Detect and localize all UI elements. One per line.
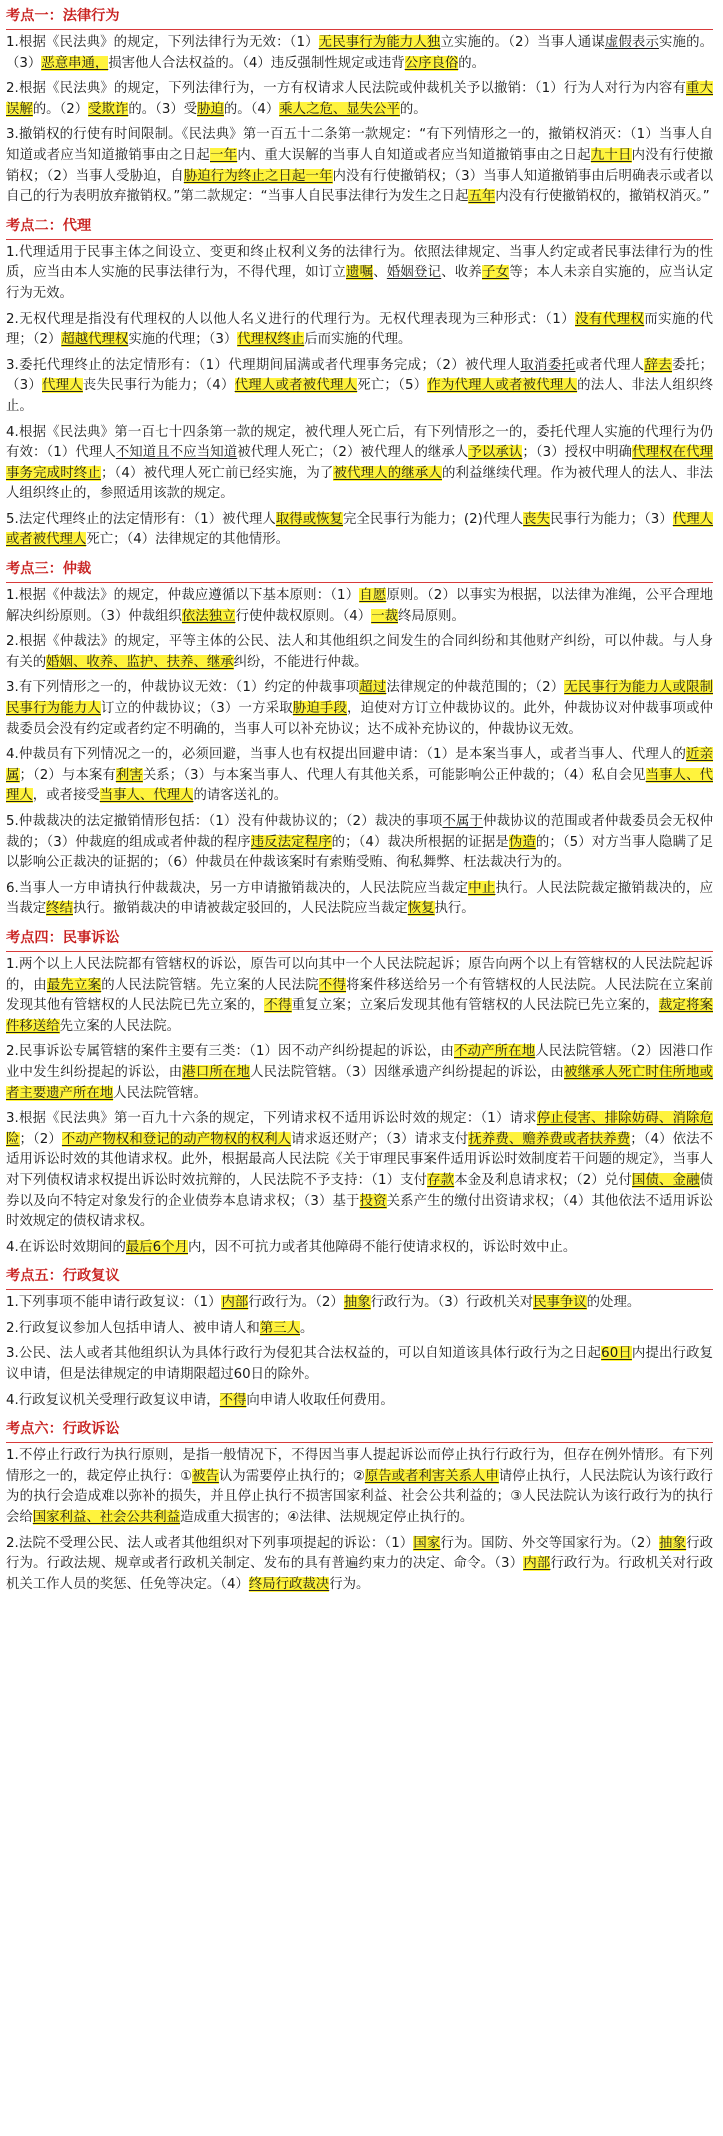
text-run: 本金及利息请求权；（2）兑付 (454, 1172, 632, 1188)
highlighted-term: 被代理人的继承人 (333, 465, 442, 481)
paragraph (6, 1446, 713, 1528)
highlighted-term: 被继承人死亡时住所地或者主要遗产所在地 (6, 1064, 714, 1101)
text-run: 订立的仲裁协议；（3）一方采取 (100, 701, 293, 717)
text-run: 行为。 (329, 1576, 370, 1592)
text-run: 的人民法院管辖。先立案的人民法院 (101, 977, 319, 993)
highlighted-term: 终结 (46, 901, 73, 917)
text-run: 的；（4）裁决所根据的证据是 (331, 834, 509, 850)
text-run: 而实施的代理；（2） (6, 311, 714, 348)
text-run: 4.根据《民法典》第一百七十四条第一款的规定，被代理人死亡后，有下列情形之一的，委托代理人实施的代理行为仍有效：（1）代理人 (6, 424, 713, 461)
highlighted-term: 不动产所在地 (454, 1044, 536, 1060)
highlighted-term: 抽象 (343, 1295, 371, 1311)
text-run: ；（2）与本案有 (19, 767, 116, 783)
highlighted-term: 代理权终止 (237, 332, 305, 348)
text-run: 的利益继续代理。作为被代理人的法人、非法人组织终止的，参照适用该款的规定。 (6, 465, 714, 502)
text-run: 先立案的人民法院。 (59, 1018, 181, 1034)
paragraph (6, 423, 713, 505)
text-run: 。 (299, 1320, 314, 1336)
text-run: 2.根据《民法典》的规定，下列法律行为，一方有权请求人民法院或仲裁机关予以撤销：（1）行为人对行为内容有 (6, 81, 687, 97)
text-run: 后而实施的代理。 (304, 332, 412, 348)
text-run: 4.在诉讼时效期间的 (6, 1239, 126, 1255)
highlighted-term: 国债、金融 (631, 1172, 700, 1188)
highlighted-term: 裁定将案件移送给 (6, 998, 714, 1034)
text-run: 1.根据《仲裁法》的规定，仲裁应遵循以下基本原则：（1） (6, 588, 360, 604)
text-run: 的。（2） (32, 101, 89, 117)
text-run: 行政行为。（3）行政机关对 (370, 1295, 534, 1311)
highlighted-term: 代理人 (41, 378, 83, 394)
paragraph (6, 356, 713, 418)
highlighted-term: 九十日 (590, 147, 632, 163)
text-run: 将案件移送给另一个有管辖权的人民法院。人民法院在立案前发现其他有管辖权的人民法院已先立案的， (6, 977, 714, 1014)
highlighted-term: 乘人之危、显失公平 (279, 101, 400, 117)
highlighted-term: 当事人、代理人 (6, 767, 714, 804)
text-run: 5.仲裁裁决的法定撤销情形包括：（1）没有仲裁协议的；（2）裁决的事项 (6, 814, 443, 829)
text-run: 损害他人合法权益的。（4）违反强制性规定或违背 (108, 55, 405, 71)
highlighted-term: 予以承认 (468, 445, 523, 461)
section (6, 3, 713, 208)
text-run: 3.有下列情形之一的，仲裁协议无效：（1）约定的仲裁事项 (6, 680, 360, 696)
highlighted-term: 国家 (413, 1535, 441, 1551)
highlighted-term: 港口所在地 (182, 1064, 251, 1080)
text-run: 1.两个以上人民法院都有管辖权的诉讼，原告可以向其中一个人民法院起诉；原告向两个以上有管辖权的人民法院起诉的，由 (6, 956, 713, 993)
text-run: 纠纷，不能进行仲裁。 (233, 654, 368, 670)
highlighted-term: 代理人或者被代理人 (6, 511, 714, 548)
text-run: 等；本人未亲自实施的，应当认定行为无效。 (6, 265, 714, 301)
text-run: 6.当事人一方申请执行仲裁裁决，另一方申请撤销裁决的，人民法院应当裁定 (6, 880, 469, 896)
text-run: 行政行为。行政机关对行政机关工作人员的奖惩、任免等决定。（4） (6, 1556, 713, 1592)
underlined-term: 不属于 (442, 814, 484, 829)
highlighted-term: 国家利益、社会公共利益 (32, 1510, 181, 1526)
text-run: 1.下列事项不能申请行政复议：（1） (6, 1295, 222, 1311)
text-run: 行政行为。行政法规、规章或者行政机关制定、发布的具有普遍约束力的决定、命令。（3） (6, 1535, 714, 1572)
paragraph (6, 632, 713, 673)
section (6, 213, 713, 551)
text-run: 死亡；（4）法律规定的其他情形。 (86, 532, 290, 548)
text-run: 2.行政复议参加人包括申请人、被申请人和 (6, 1320, 260, 1336)
highlighted-term: 受欺诈 (88, 101, 129, 117)
highlighted-term: 没有代理权 (575, 311, 645, 327)
text-run: 执行。 (434, 901, 475, 917)
highlighted-term: 不得 (264, 998, 292, 1014)
highlighted-term: 恶意串通， (41, 55, 109, 71)
highlighted-term: 无民事行为能力人独 (318, 35, 441, 50)
paragraph (6, 125, 713, 207)
text-run: 3.委托代理终止的法定情形有：（1）代理期间届满或者代理事务完成；（2）被代理人 (6, 357, 521, 373)
highlighted-term: 公序良俗 (404, 55, 459, 71)
highlighted-term: 自愿 (359, 588, 387, 604)
text-run: ；（4）依法不适用诉讼时效的其他请求权。此外，根据最高人民法院《关于审理民事案件适用诉讼时效制度若干问题的规定》，当事人对下列债权请求权提出诉讼时效抗辩的，人民法院不予支持：（1）支付 (6, 1131, 714, 1188)
section (6, 925, 713, 1258)
text-run: 委托；（3） (6, 357, 714, 394)
text-run: 立实施的。（2）当事人通谋 (440, 35, 605, 50)
highlighted-term: 被告 (192, 1468, 219, 1484)
text-run: 关系；（3）与本案当事人、代理人有其他关系，可能影响公正仲裁的；（4）私自会见 (142, 767, 646, 783)
text-run: 5.法定代理终止的法定情形有：（1）被代理人 (6, 511, 276, 527)
text-run: 2.根据《仲裁法》的规定，平等主体的公民、法人和其他组织之间发生的合同纠纷和其他财产纠纷，可以仲裁。与人身有关的 (6, 634, 713, 670)
text-run: 或者代理人 (575, 357, 645, 373)
text-run: 行为。国防、外交等国家行为。（2） (440, 1535, 660, 1551)
text-run: 被代理人死亡；（2）被代理人的继承人 (237, 445, 469, 461)
text-run: 执行。人民法院裁定撤销裁决的，应当裁定 (6, 880, 714, 917)
highlighted-term: 作为代理人或者被代理人 (427, 378, 578, 394)
text-run: 丧失民事行为能力；（4） (82, 378, 235, 394)
highlighted-term: 停止侵害、排除妨碍、消除危险 (6, 1111, 714, 1147)
highlighted-term: 最后6个月 (125, 1239, 188, 1255)
highlighted-term: 胁迫 (197, 101, 224, 117)
section (6, 1263, 713, 1411)
highlighted-term: 丧失 (523, 511, 551, 527)
text-run: 认为需要停止执行的；② (218, 1468, 365, 1484)
text-run: 仲裁协议的范围或者仲裁委员会无权仲裁的；（3）仲裁庭的组成或者仲裁的程序 (6, 814, 713, 850)
highlighted-term: 抚养费、赡养费或者扶养费 (468, 1131, 631, 1147)
paragraph (6, 879, 713, 920)
text-run: ；（2） (19, 1131, 62, 1147)
text-run: 2.无权代理是指没有代理权的人以他人名义进行的代理行为。无权代理表现为三种形式：（1） (6, 311, 576, 327)
paragraph (6, 1109, 713, 1233)
section-title: 考点三：仲裁 (6, 556, 713, 583)
text-run: 的。（4） (223, 101, 280, 117)
text-run: 实施的。（3） (6, 35, 713, 71)
text-run: 完全民事行为能力；(2)代理人 (343, 511, 524, 527)
text-run: 4.行政复议机关受理行政复议申请， (6, 1392, 220, 1408)
text-run: 、 (373, 265, 387, 281)
text-run: 的。 (399, 101, 427, 117)
highlighted-term: 抽象 (659, 1535, 687, 1551)
text-run: 人民法院管辖。（2）因港口作业中发生纠纷提起的诉讼，由 (6, 1044, 714, 1080)
highlighted-term: 伪造 (508, 834, 536, 850)
underlined-term: 婚姻登记 (386, 265, 442, 281)
underlined-term: 不知道且不应当知道 (115, 445, 238, 461)
paragraph (6, 745, 713, 807)
highlighted-term: 内部 (523, 1556, 551, 1572)
highlighted-term: 中止 (468, 880, 496, 896)
highlighted-term: 最先立案 (46, 977, 102, 993)
text-run: 2.法院不受理公民、法人或者其他组织对下列事项提起的诉讼：（1） (6, 1535, 414, 1551)
text-run: 内没有行使撤销权的，撤销权消灭。” (495, 189, 710, 205)
text-run: 的。（3）受 (128, 101, 198, 117)
highlighted-term: 取得或恢复 (275, 511, 344, 527)
text-run: 请求返还财产；（3）请求支付 (291, 1131, 469, 1147)
text-run: 内，因不可抗力或者其他障碍不能行使请求权的，诉讼时效中止。 (188, 1239, 577, 1255)
section (6, 556, 713, 920)
highlighted-term: 不得 (219, 1392, 247, 1408)
highlighted-term: 重大误解 (6, 81, 714, 117)
text-run: 重复立案；立案后发现其他有管辖权的人民法院已先立案的， (291, 998, 659, 1014)
text-run: 的处理。 (586, 1295, 641, 1311)
highlighted-term: 胁迫手段 (292, 701, 348, 717)
paragraph (6, 812, 713, 874)
paragraph (6, 243, 713, 305)
paragraph (6, 310, 713, 351)
paragraph (6, 1238, 713, 1259)
text-run: 民事行为能力；（3） (550, 511, 673, 527)
paragraph (6, 955, 713, 1037)
highlighted-term: 代理权在代理事务完成时终止 (6, 445, 713, 481)
text-run: 行使仲裁权原则。（4） (235, 608, 372, 624)
highlighted-term: 无民事行为能力人或限制民事行为能力人 (6, 680, 714, 717)
text-run: 、收养 (441, 265, 483, 281)
highlighted-term: 代理人或者被代理人 (234, 378, 358, 394)
paragraph (6, 1042, 713, 1104)
highlighted-term: 第三人 (259, 1320, 300, 1336)
highlighted-term: 终局行政裁决 (248, 1576, 330, 1592)
text-run: 死亡；（5） (357, 378, 428, 394)
section-title: 考点六：行政诉讼 (6, 1416, 713, 1443)
paragraph (6, 1293, 713, 1314)
text-run: 的法人、非法人组织终止。 (6, 378, 714, 414)
paragraph (6, 1391, 713, 1412)
text-run: 内、重大误解的当事人自知道或者应当知道撤销事由之日起 (237, 147, 591, 163)
highlighted-term: 60日 (601, 1346, 632, 1362)
highlighted-term: 投资 (359, 1193, 387, 1209)
highlighted-term: 子女 (482, 265, 510, 281)
section-title: 考点一：法律行为 (6, 3, 713, 30)
paragraph (6, 79, 713, 120)
text-run: 内没有行使撤销权；（3）当事人知道撤销事由后明确表示或者以自己的行为表明放弃撤销权。”第二款规定：“当事人自民事法律行为发生之日起 (6, 168, 714, 205)
highlighted-term: 一裁 (371, 608, 398, 624)
text-run: 原则。（2）以事实为根据，以法律为准绳，公平合理地解决纠纷原则。（3）仲裁组织 (6, 588, 714, 624)
highlighted-term: 辞去 (644, 357, 673, 373)
text-run: 1.根据《民法典》的规定，下列法律行为无效：（1） (6, 35, 319, 50)
text-run: 债券以及向不特定对象发行的企业债券本息请求权；（3）基于 (6, 1172, 713, 1209)
text-run: 向申请人收取任何费用。 (246, 1392, 394, 1408)
text-run: 关系产生的缴付出资请求权；（4）其他依法不适用诉讼时效规定的债权请求权。 (6, 1193, 713, 1230)
section (6, 1416, 713, 1595)
highlighted-term: 超过 (359, 680, 387, 696)
text-run: 3.撤销权的行使有时间限制。《民法典》第一百五十二条第一款规定：“有下列情形之一的，撤销权消灭：（1）当事人自知道或者应当知道撤销事由之日起 (6, 127, 713, 163)
text-run: 执行。撤销裁决的申请被裁定驳回的，人民法院应当裁定 (72, 901, 408, 917)
text-run: 造成重大损害的；④法律、法规规定停止执行的。 (180, 1510, 474, 1526)
highlighted-term: 原告或者利害关系人申 (364, 1468, 499, 1484)
paragraph (6, 33, 713, 74)
text-run: 终局原则。 (397, 608, 465, 624)
paragraph (6, 586, 713, 627)
text-run: 的。 (458, 55, 486, 71)
highlighted-term: 超越代理权 (61, 332, 129, 348)
text-run: ；（4）被代理人死亡前已经实施，为了 (100, 465, 334, 481)
text-run: 请停止执行，人民法院认为该行政行为的执行会造成难以弥补的损失，并且停止执行不损害国家利益、社会公共利益的；③人民法院认为该行政行为的执行会给 (6, 1468, 714, 1526)
text-run: 2.民事诉讼专属管辖的案件主要有三类：（1）因不动产纠纷提起的诉讼，由 (6, 1044, 455, 1060)
highlighted-term: 遗嘱 (346, 265, 374, 281)
text-run: 行政行为。（2） (248, 1295, 344, 1311)
highlighted-term: 利害 (115, 767, 143, 783)
highlighted-term: 内部 (221, 1295, 249, 1311)
paragraph (6, 510, 713, 551)
paragraph (6, 678, 713, 740)
text-run: ，或者接受 (32, 788, 100, 804)
section-title: 考点五：行政复议 (6, 1263, 713, 1290)
text-run: 1.代理适用于民事主体之间设立、变更和终止权利义务的法律行为。依照法律规定、当事人约定或者民事法律行为的性质，应当由本人实施的民事法律行为，不得代理，如订立 (6, 244, 713, 281)
text-run: 内提出行政复议申请，但是法律规定的申请期限超过60日的除外。 (6, 1346, 713, 1383)
highlighted-term: 民事争议 (533, 1295, 587, 1311)
highlighted-term: 违反法定程序 (250, 834, 332, 850)
text-run: 4.仲裁员有下列情况之一的，必须回避，当事人也有权提出回避申请：（1）是本案当事人，或者当事人、代理人的 (6, 747, 687, 763)
highlighted-term: 婚姻、收养、监护、扶养、继承 (46, 654, 234, 670)
text-run: 人民法院管辖。（3）因继承遗产纠纷提起的诉讼，由 (250, 1064, 565, 1080)
text-run: 3.根据《民法典》第一百九十六条的规定，下列请求权不适用诉讼时效的规定：（1）请求 (6, 1111, 537, 1127)
text-run: 人民法院管辖。 (113, 1085, 207, 1101)
text-run: 内没有行使撤销权；（2）当事人受胁迫，自 (6, 147, 714, 184)
paragraph (6, 1319, 713, 1340)
highlighted-term: 依法独立 (181, 608, 236, 624)
text-run: 的请客送礼的。 (193, 788, 288, 804)
highlighted-term: 当事人、代理人 (99, 788, 194, 804)
highlighted-term: 不得 (318, 977, 347, 993)
text-run: 的；（5）对方当事人隐瞒了足以影响公正裁决的证据的；（6）仲裁员在仲裁该案时有索贿受贿、徇私舞弊、枉法裁决行为的。 (6, 834, 713, 871)
section-title: 考点四：民事诉讼 (6, 925, 713, 952)
section-title: 考点二：代理 (6, 213, 713, 240)
underlined-term: 取消委托 (520, 357, 576, 373)
highlighted-term: 胁迫行为终止之日起一年 (183, 168, 333, 184)
highlighted-term: 不动产物权和登记的动产物权的权利人 (61, 1131, 292, 1147)
highlighted-term: 近亲属 (6, 747, 714, 783)
text-run: 3.公民、法人或者其他组织认为具体行政行为侵犯其合法权益的，可以自知道该具体行政行为之日起 (6, 1346, 602, 1362)
highlighted-term: 恢复 (407, 901, 435, 917)
text-run: ；（3）授权中明确 (522, 445, 633, 461)
text-run: 实施的代理；（3） (128, 332, 238, 348)
text-run: ，迫使对方订立仲裁协议的。此外，仲裁协议对仲裁事项或仲裁委员会没有约定或者约定不明确的，当事人可以补充协议；达不成补充协议的，仲裁协议无效。 (6, 701, 714, 737)
text-run: 法律规定的仲裁范围的；（2） (386, 680, 565, 696)
underlined-term: 虚假表示 (604, 35, 659, 50)
paragraph (6, 1534, 713, 1596)
highlighted-term: 五年 (468, 189, 496, 205)
highlighted-term: 一年 (210, 147, 238, 163)
highlighted-term: 存款 (427, 1172, 455, 1188)
paragraph (6, 1344, 713, 1385)
text-run: 1.不停止行政行为执行原则，是指一般情况下，不得因当事人提起诉讼而停止执行行政行为，但存在例外情形。有下列情形之一的，裁定停止执行：① (6, 1448, 713, 1484)
